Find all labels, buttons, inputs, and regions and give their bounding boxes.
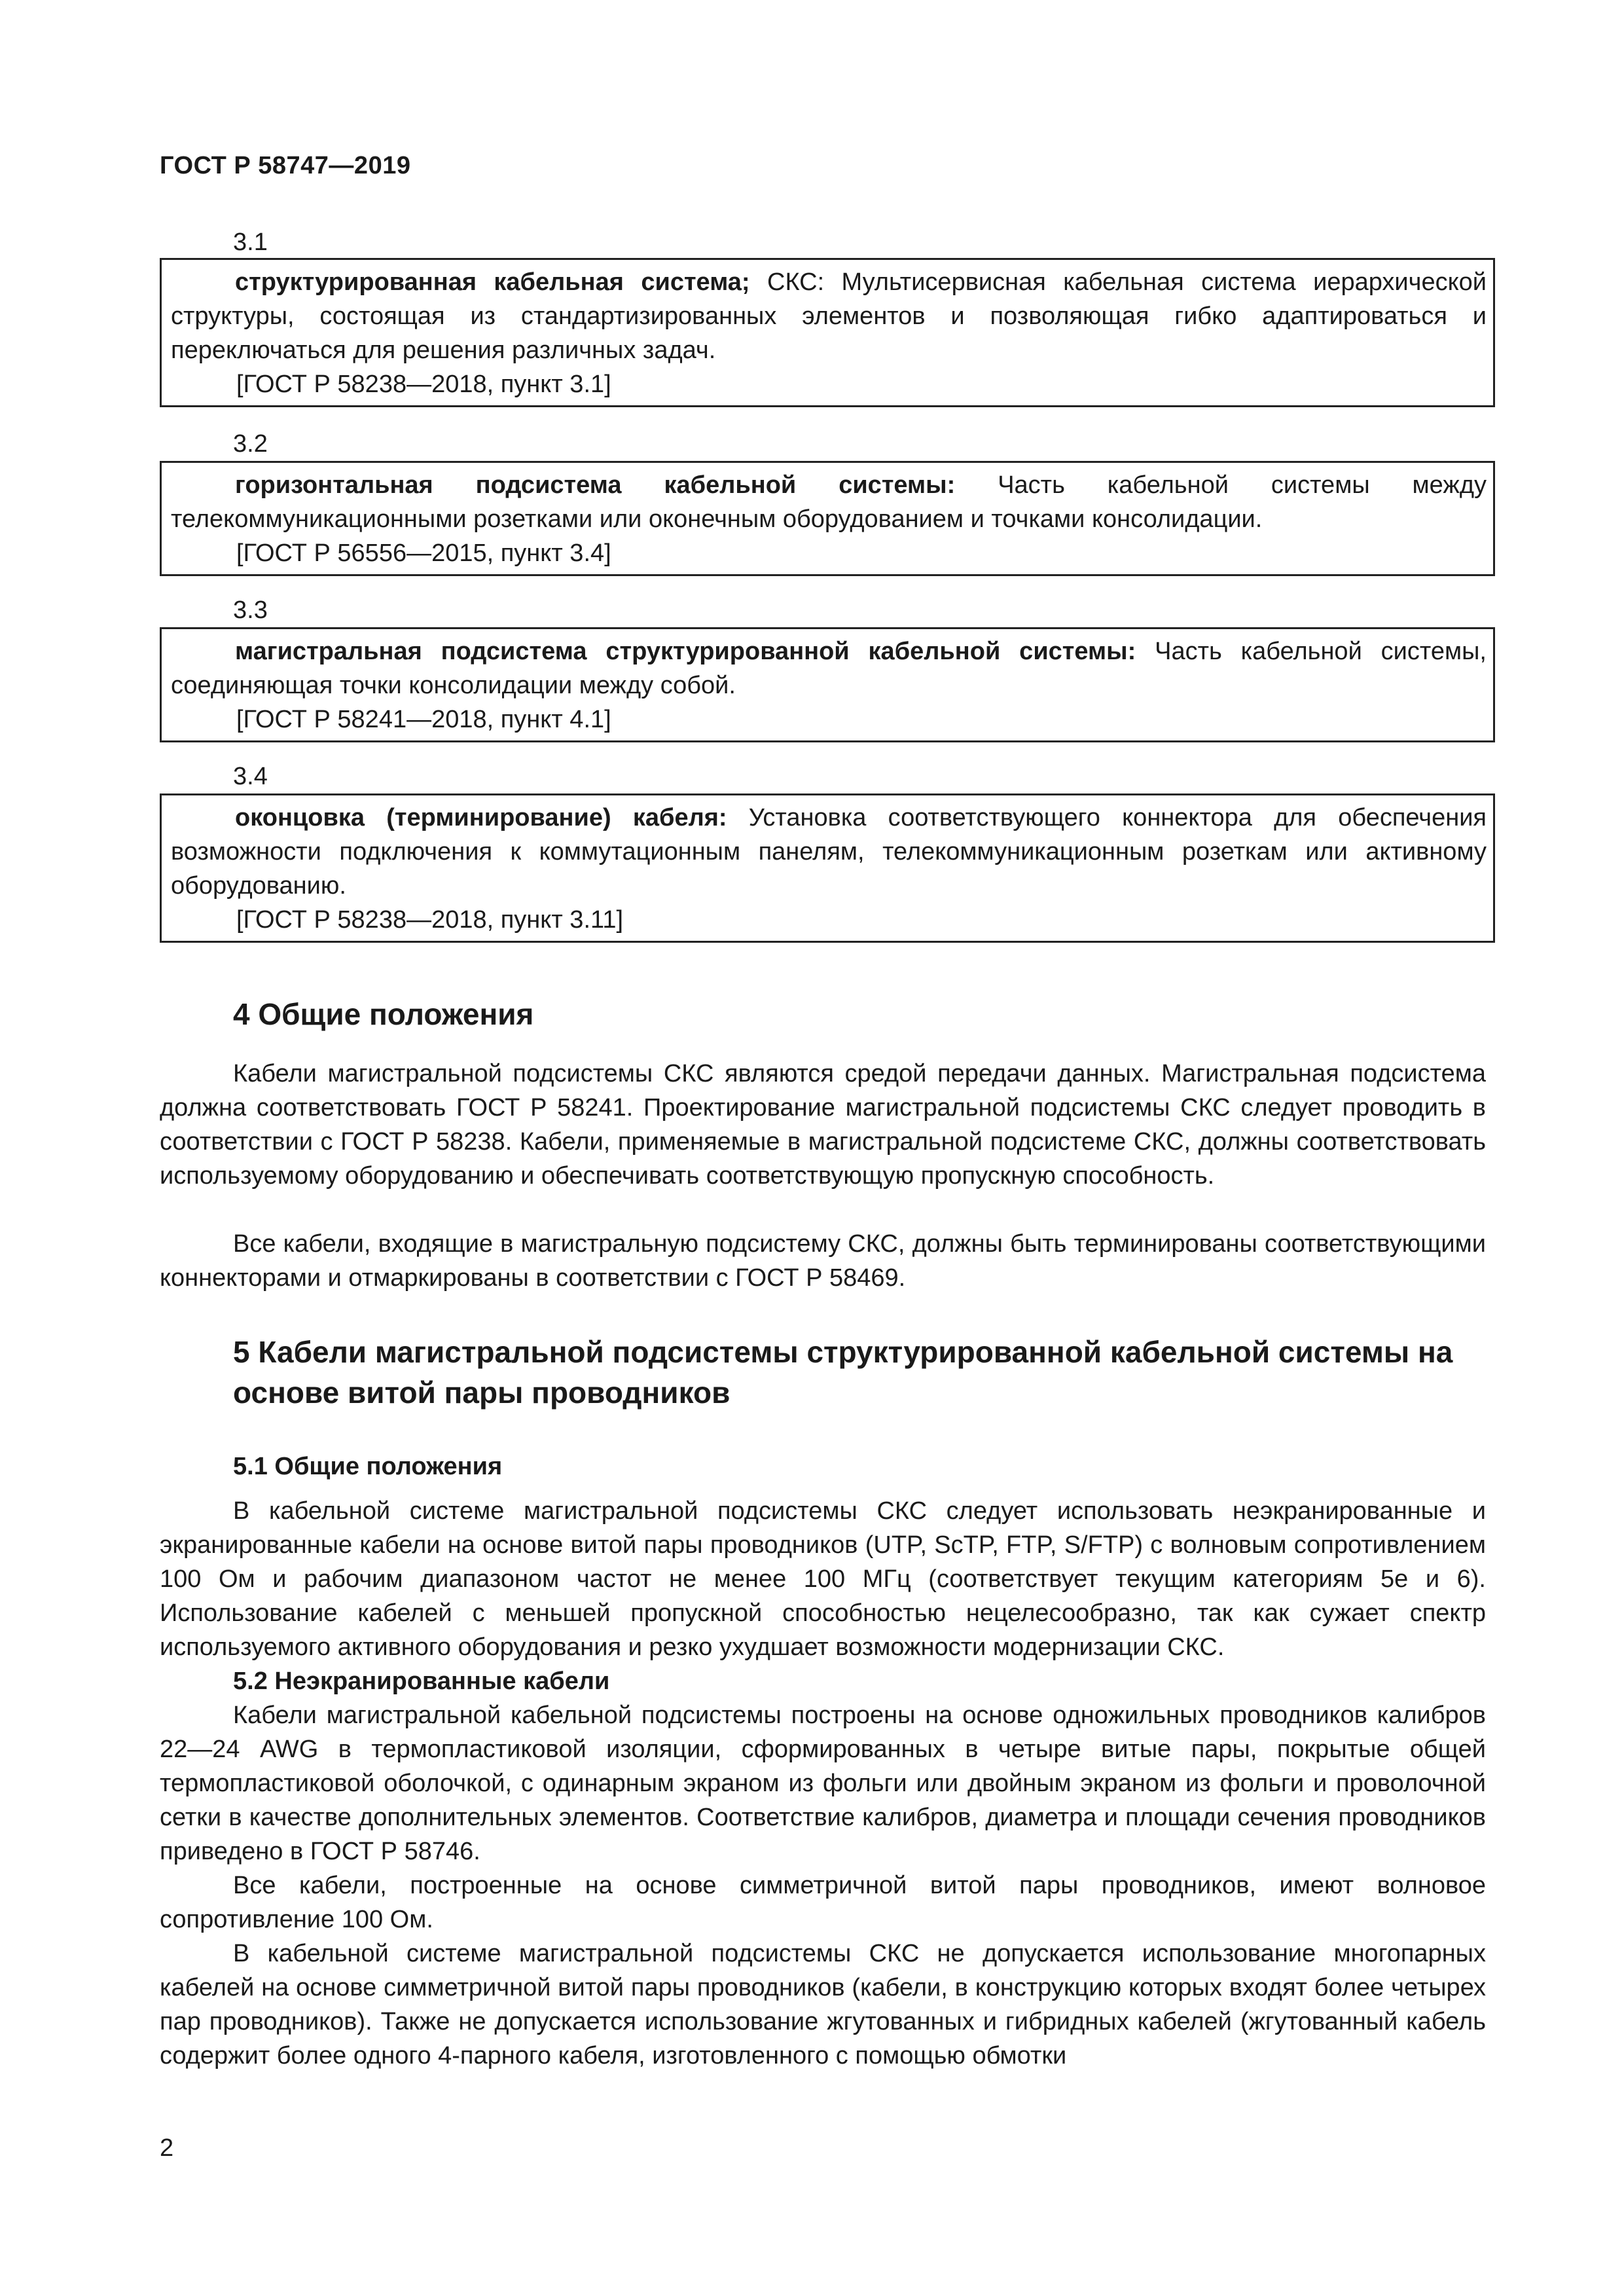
section-5-2-title: 5.2 Неэкранированные кабели xyxy=(233,1667,610,1695)
section-5-1-title: 5.1 Общие положения xyxy=(233,1453,503,1480)
definition-number: 3.1 xyxy=(233,228,268,256)
definition-reference: [ГОСТ Р 58241—2018, пункт 4.1] xyxy=(236,706,611,733)
page-number: 2 xyxy=(160,2134,174,2162)
section-4-title: 4 Общие положения xyxy=(233,997,534,1031)
definition-reference: [ГОСТ Р 58238—2018, пункт 3.11] xyxy=(236,906,624,934)
definition-body xyxy=(171,265,1487,367)
definition-body xyxy=(171,801,1487,903)
section-4-paragraph-1: Кабели магистральной подсистемы СКС являются средой передачи данных. Магистральная подсистема должна соответствовать ГОСТ Р 58241. Проектирование магистральной подсистемы СКС следует проводить в соответствии с ГОСТ Р 58238. Кабели, применяемые в магистральной подсистеме СКС, должны соответствовать используемому оборудованию и обеспечивать соответствующую пропускную способность. xyxy=(160,1060,1486,1190)
definition-number: 3.2 xyxy=(233,430,268,458)
definition-number: 3.3 xyxy=(233,596,268,624)
document-header: ГОСТ Р 58747—2019 xyxy=(160,152,411,179)
definition-text: Установка соответствующего коннектора для обеспечения возможности подключения к коммутационным панелям, телекоммуникационным розеткам или активному оборудованию. xyxy=(171,804,1487,900)
definition-reference: [ГОСТ Р 56556—2015, пункт 3.4] xyxy=(236,539,611,567)
definition-text: Часть кабельной системы, соединяющая точки консолидации между собой. xyxy=(171,638,1487,699)
definition-box xyxy=(160,793,1495,943)
definition-body xyxy=(171,634,1487,702)
definition-reference: [ГОСТ Р 58238—2018, пункт 3.1] xyxy=(236,371,611,398)
section-5-2-paragraph-3: В кабельной системе магистральной подсистемы СКС не допускается использование многопарных кабелей на основе симметричной витой пары проводников (кабели, в конструкцию которых входят более четырех пар проводников). Также не допускается использование жгутованных и гибридных кабелей (жгутованный кабель содержит более одного 4-парного кабеля, изготовленного с помощью обмотки xyxy=(160,1940,1486,2069)
section-5-2-paragraph-2: Все кабели, построенные на основе симметричной витой пары проводников, имеют волновое сопротивление 100 Ом. xyxy=(160,1872,1486,1933)
definition-number: 3.4 xyxy=(233,763,268,790)
definition-term: оконцовка (терминирование) кабеля: xyxy=(235,804,727,831)
definition-term: структурированная кабельная система; xyxy=(235,268,750,296)
definition-box xyxy=(160,461,1495,576)
section-5-1-paragraph: В кабельной системе магистральной подсистемы СКС следует использовать неэкранированные и экранированные кабели на основе витой пары проводников (UTP, ScTP, FTP, S/FTP) с волновым сопротивлением 100 Ом и рабочим диапазоном частот не менее 100 МГц (соответствует текущим категориям 5е и 6). Использование кабелей с меньшей пропускной способностью нецелесообразно, так как сужает спектр используемого активного оборудования и резко ухудшает возможности модернизации СКС. xyxy=(160,1497,1486,1661)
definition-box xyxy=(160,627,1495,742)
section-4-paragraph-2: Все кабели, входящие в магистральную подсистему СКС, должны быть терминированы соответствующими коннекторами и отмаркированы в соответствии с ГОСТ Р 58469. xyxy=(160,1230,1486,1292)
definition-box xyxy=(160,258,1495,407)
definition-text: Часть кабельной системы между телекоммуникационными розетками или оконечным оборудованием и точками консолидации. xyxy=(171,471,1487,533)
section-5-title: 5 Кабели магистральной подсистемы структурированной кабельной системы на основе витой пары проводников xyxy=(233,1335,1453,1410)
definition-term: горизонтальная подсистема кабельной системы: xyxy=(235,471,956,499)
definition-term: магистральная подсистема структурированной кабельной системы: xyxy=(235,638,1136,665)
definition-text: СКС: Мультисервисная кабельная система иерархической структуры, состоящая из стандартизированных элементов и позволяющая гибко адаптироваться и переключаться для решения различных задач. xyxy=(171,268,1487,364)
definition-body xyxy=(171,468,1487,536)
section-5-2-paragraph-1: Кабели магистральной кабельной подсистемы построены на основе одножильных проводников калибров 22—24 AWG в термопластиковой изоляции, сформированных в четыре витые пары, покрытые общей термопластиковой оболочкой, с одинарным экраном из фольги или двойным экраном из фольги и проволочной сетки в качестве дополнительных элементов. Соответствие калибров, диаметра и площади сечения проводников приведено в ГОСТ Р 58746. xyxy=(160,1702,1486,1865)
